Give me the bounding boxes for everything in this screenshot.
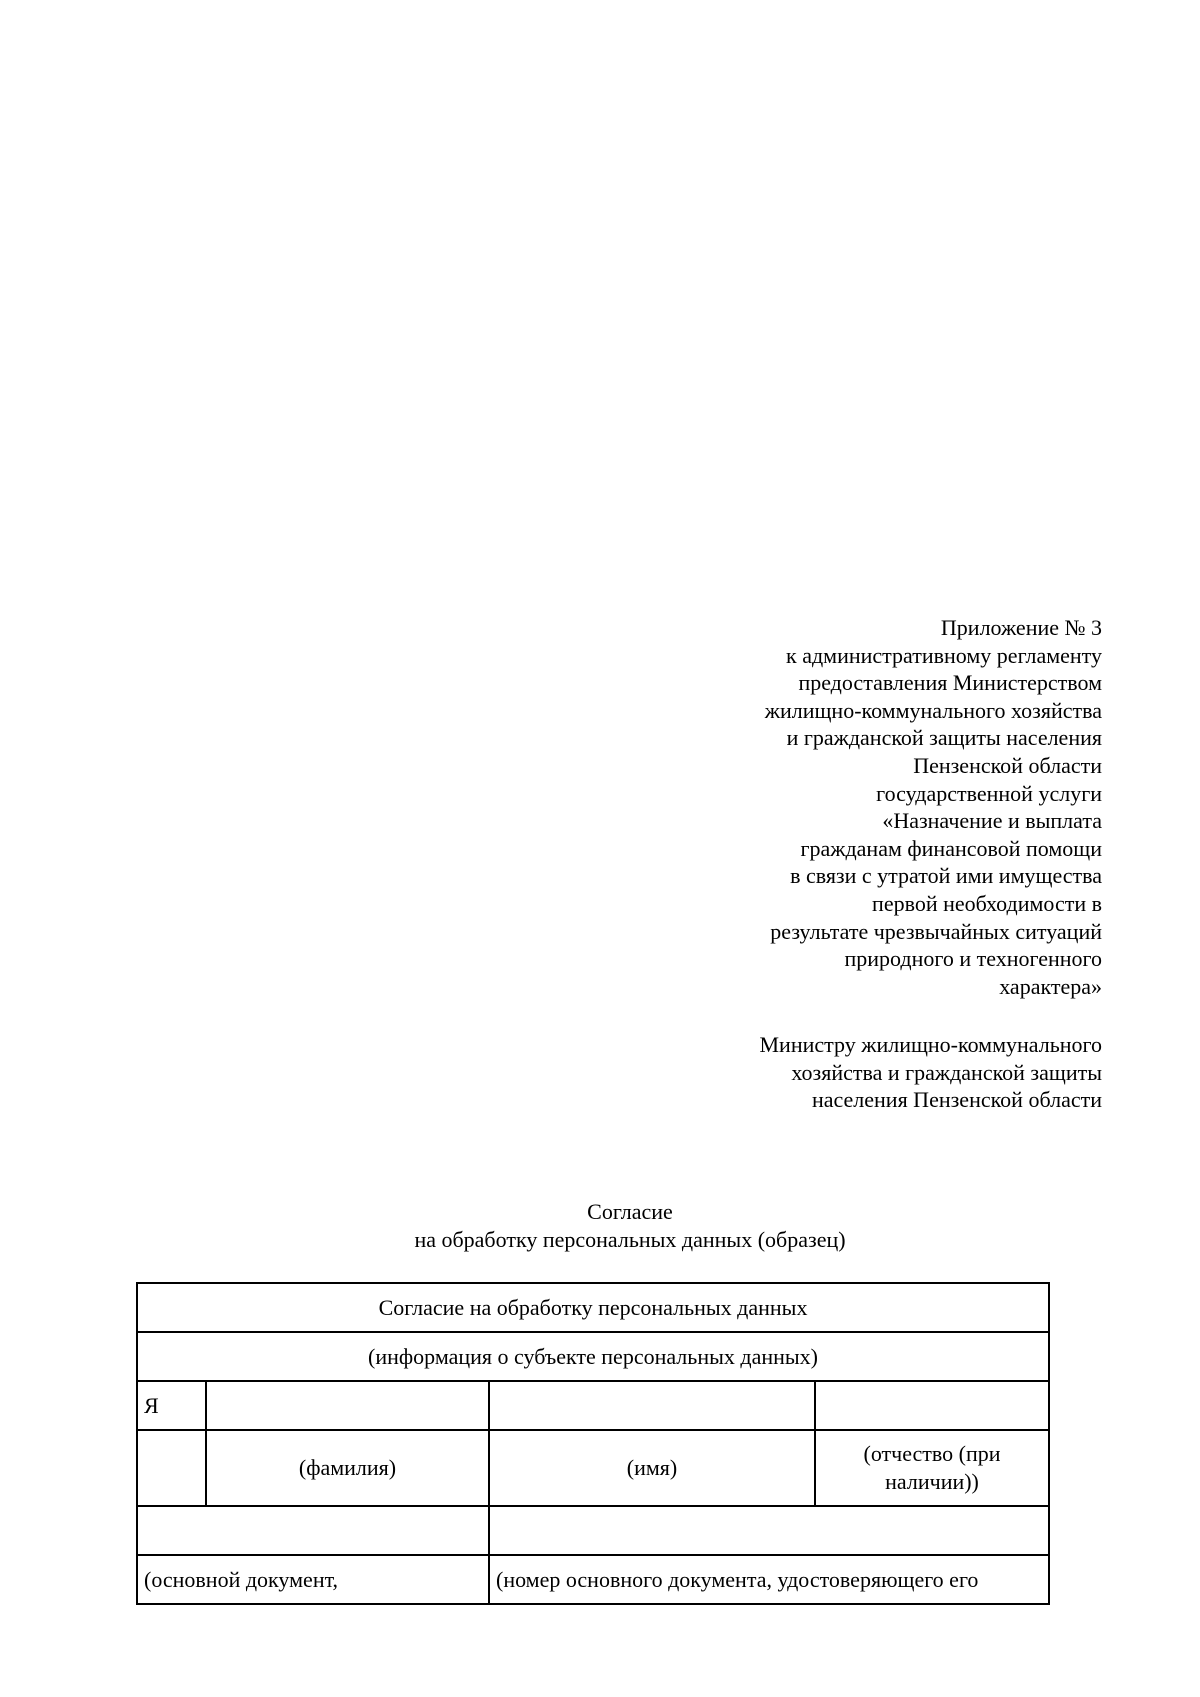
empty-cell xyxy=(137,1430,206,1506)
document-title xyxy=(0,1198,1200,1254)
form-header-cell: Согласие на обработку персональных данных xyxy=(137,1283,1049,1332)
table-row xyxy=(137,1506,1049,1555)
appendix-line: Пензенской области xyxy=(913,752,1102,778)
table-row xyxy=(137,1555,1049,1604)
document-number-field[interactable] xyxy=(489,1506,1049,1555)
appendix-line: природного и техногенного xyxy=(844,946,1102,972)
table-row xyxy=(137,1283,1049,1332)
patronymic-caption: (отчество (при наличии)) xyxy=(815,1430,1049,1506)
table-row xyxy=(137,1430,1049,1506)
appendix-line: Приложение № 3 xyxy=(940,615,1102,640)
name-field[interactable] xyxy=(489,1381,815,1430)
surname-field[interactable] xyxy=(206,1381,489,1430)
title-line-2: на обработку персональных данных (образец) xyxy=(414,1227,846,1252)
appendix-line: жилищно-коммунального хозяйства xyxy=(764,697,1102,723)
consent-form-table xyxy=(136,1282,1050,1605)
i-label-cell: Я xyxy=(137,1381,206,1430)
document-number-caption: (номер основного документа, удостоверяющего его xyxy=(489,1555,1049,1604)
appendix-line: гражданам финансовой помощи xyxy=(800,835,1102,861)
appendix-block xyxy=(582,614,1102,1000)
main-document-caption: (основной документ, xyxy=(137,1555,489,1604)
addressee-block xyxy=(582,1031,1102,1114)
appendix-line: к административному регламенту xyxy=(786,642,1102,668)
form-subheader-cell: (информация о субъекте персональных данных) xyxy=(137,1332,1049,1381)
appendix-line: характера» xyxy=(999,973,1102,999)
appendix-line: результате чрезвычайных ситуаций xyxy=(770,918,1102,944)
title-line-1: Согласие xyxy=(587,1199,673,1224)
surname-caption: (фамилия) xyxy=(206,1430,489,1506)
appendix-line: «Назначение и выплата xyxy=(882,808,1102,834)
table-row xyxy=(137,1332,1049,1381)
patronymic-field[interactable] xyxy=(815,1381,1049,1430)
appendix-line: в связи с утратой ими имущества xyxy=(790,863,1102,889)
appendix-line: и гражданской защиты населения xyxy=(786,725,1102,751)
addressee-line: населения Пензенской области xyxy=(811,1087,1102,1113)
appendix-line: первой необходимости в xyxy=(872,890,1102,916)
addressee-line: хозяйства и гражданской защиты xyxy=(791,1059,1102,1085)
appendix-line: предоставления Министерством xyxy=(798,670,1102,696)
name-caption: (имя) xyxy=(489,1430,815,1506)
main-document-field[interactable] xyxy=(137,1506,489,1555)
table-row xyxy=(137,1381,1049,1430)
appendix-line: государственной услуги xyxy=(876,780,1102,806)
addressee-line: Министру жилищно-коммунального xyxy=(759,1032,1102,1057)
